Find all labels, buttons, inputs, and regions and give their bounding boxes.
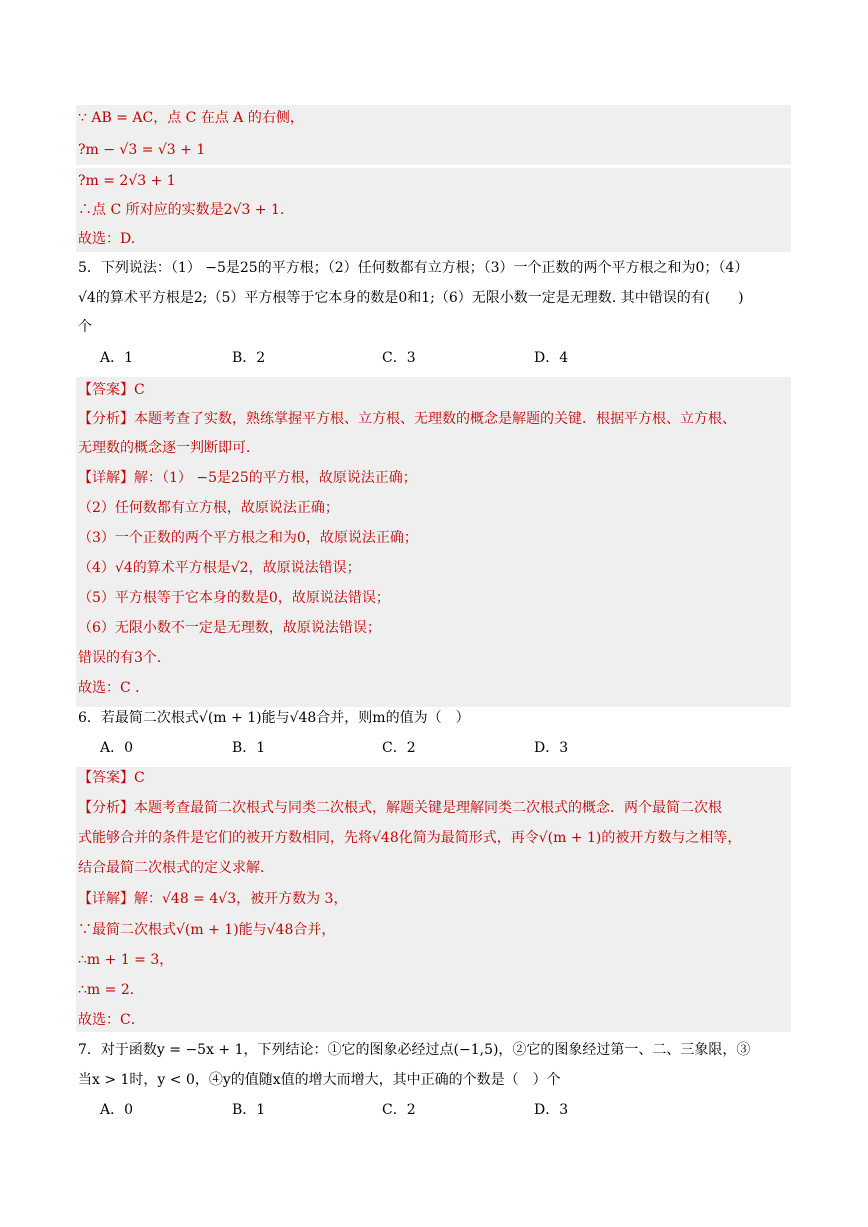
detail-line: （2）任何数都有立方根，故原说法正确；: [78, 500, 339, 516]
option-d: D．3: [534, 1102, 569, 1118]
solution-line: 故选：D.: [78, 231, 136, 247]
detail-line: （6）无限小数不一定是无理数，故原说法错误；: [78, 620, 381, 636]
detail-line: ∵最简二次根式√(m + 1)能与√48合并，: [78, 922, 336, 938]
question-5-text: 5．下列说法：（1） −5是25的平方根；（2）任何数都有立方根；（3）一个正数的两个平方根之和为0；（4）: [78, 260, 749, 276]
option-d: D．3: [534, 740, 569, 756]
detail-line: 错误的有3个．: [78, 650, 171, 666]
detail-line: 故选：C ．: [78, 680, 150, 696]
detail-line: ∴m = 2．: [78, 982, 144, 998]
detail-line: 【详解】解：√48 = 4√3，被开方数为 3，: [78, 891, 348, 907]
solution-line: ?m − √3 = √3 + 1: [78, 142, 206, 158]
question-7-text: 当x > 1时，y < 0，④y的值随x值的增大而增大，其中正确的个数是（ ）个: [78, 1072, 561, 1088]
question-5-text: 个: [78, 319, 92, 335]
solution-line: ∵ AB = AC，点 C 在点 A 的右侧，: [78, 110, 304, 126]
analysis-text: 式能够合并的条件是它们的被开方数相同，先将√48化简为最简形式，再令√(m + 1)的被开方数与之相等，: [78, 830, 742, 846]
detail-line: 【详解】解：（1） −5是25的平方根，故原说法正确；: [78, 470, 417, 486]
analysis-text: 无理数的概念逐一判断即可．: [78, 440, 260, 456]
option-d: D．4: [534, 350, 569, 366]
question-6-text: 6．若最简二次根式√(m + 1)能与√48合并，则m的值为（ ）: [78, 710, 470, 726]
solution-line: ∴点 C 所对应的实数是2√3 + 1.: [78, 202, 285, 218]
question-5-text: √4的算术平方根是2;（5）平方根等于它本身的数是0和1;（6）无限小数一定是无理数. 其中错误的有( ): [78, 290, 744, 306]
option-a: A．0: [100, 1102, 134, 1118]
detail-line: （4）√4的算术平方根是√2，故原说法错误；: [78, 560, 361, 576]
analysis-text: 【分析】本题考查了实数，熟练掌握平方根、立方根、无理数的概念是解题的关键．根据平方根、立方根、: [78, 411, 736, 427]
detail-line: ∴m + 1 = 3，: [78, 952, 174, 968]
answer-label: 【答案】C: [78, 382, 145, 398]
detail-line: 故选：C．: [78, 1012, 145, 1028]
analysis-text: 结合最简二次根式的定义求解．: [78, 860, 274, 876]
option-c: C．3: [382, 350, 416, 366]
option-b: B．1: [232, 740, 266, 756]
option-a: A．1: [100, 350, 134, 366]
solution-line: ?m = 2√3 + 1: [78, 173, 176, 189]
detail-line: （3）一个正数的两个平方根之和为0，故原说法正确；: [78, 530, 418, 546]
option-c: C．2: [382, 1102, 416, 1118]
option-b: B．2: [232, 350, 266, 366]
option-a: A．0: [100, 740, 134, 756]
analysis-text: 【分析】本题考查最简二次根式与同类二次根式，解题关键是理解同类二次根式的概念．两个最简二次根: [78, 800, 722, 816]
question-7-text: 7．对于函数y = −5x + 1，下列结论：①它的图象必经过点(−1,5)，②它的图象经过第一、二、三象限，③: [78, 1042, 751, 1058]
option-c: C．2: [382, 740, 416, 756]
detail-line: （5）平方根等于它本身的数是0，故原说法错误；: [78, 590, 390, 606]
option-b: B．1: [232, 1102, 266, 1118]
answer-label: 【答案】C: [78, 770, 145, 786]
